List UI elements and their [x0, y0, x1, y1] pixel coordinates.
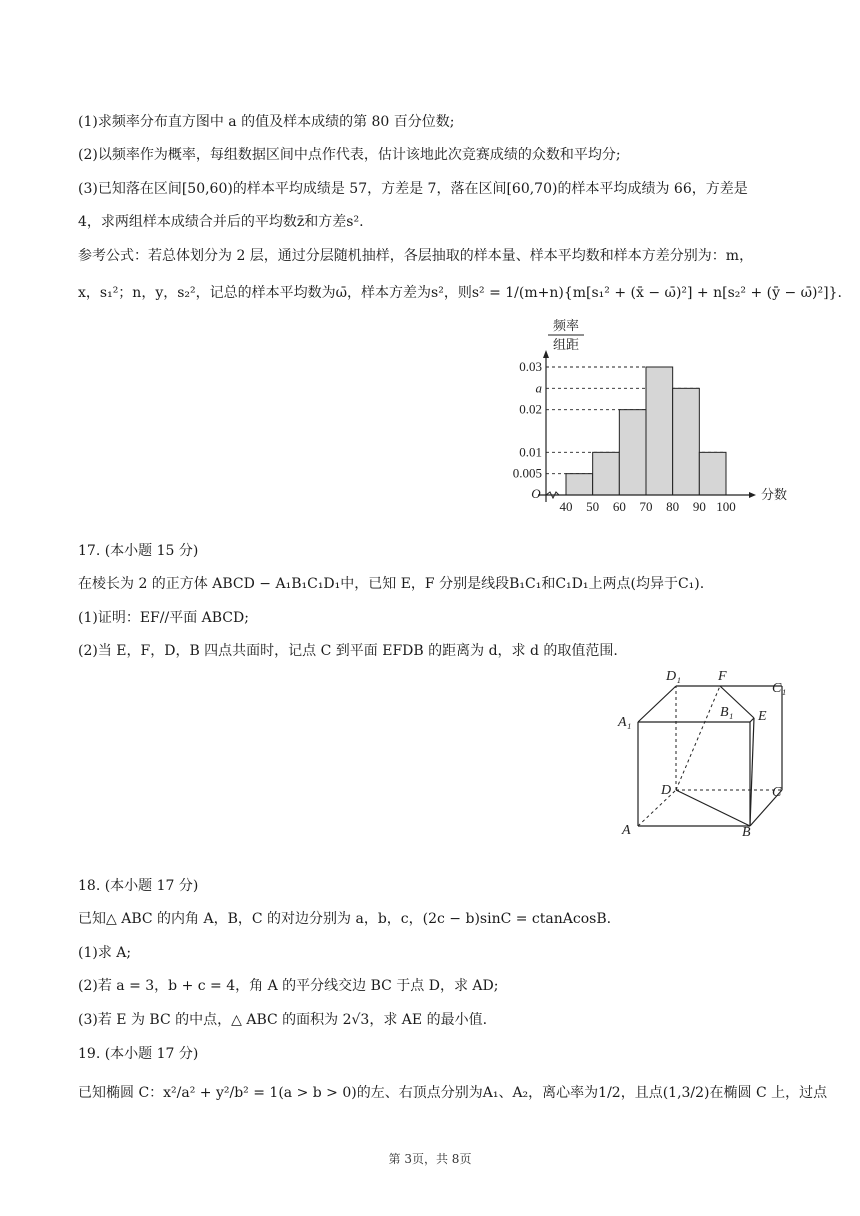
p16-question-1: (1)求频率分布直方图中 a 的值及样本成绩的第 80 百分位数;: [78, 114, 455, 130]
p19-header: 19. (本小题 17 分): [78, 1046, 199, 1062]
p18-question-2: (2)若 a = 3，b + c = 4，角 A 的平分线交边 BC 于点 D，求 AD;: [78, 978, 499, 994]
y-tick-label: 0.03: [519, 359, 542, 374]
p18-question-1: (1)求 A;: [78, 945, 132, 961]
p18-header: 18. (本小题 17 分): [78, 878, 199, 894]
vertex-label-E: E: [758, 709, 767, 724]
y-tick-label: a: [535, 380, 542, 396]
segment-DB: [676, 790, 750, 826]
y-label-bottom: 组距: [552, 337, 580, 352]
y-tick-label: 0.005: [512, 465, 542, 481]
origin-label: O: [531, 486, 541, 501]
histogram-bar: [673, 388, 700, 495]
frequency-histogram: [490, 312, 810, 512]
p18-question-3: (3)若 E 为 BC 的中点，△ ABC 的面积为 2√3，求 AE 的最小值.: [78, 1012, 488, 1028]
vertex-label-C1: C₁: [772, 681, 787, 696]
vertex-label-B1: B₁: [720, 705, 734, 720]
x-tick-label: 60: [612, 499, 626, 512]
vertex-label-F: F: [718, 669, 727, 684]
vertex-label-A1: A₁: [618, 715, 632, 730]
p17-header: 17. (本小题 15 分): [78, 543, 199, 559]
vertex-label-B: B: [742, 825, 751, 840]
x-tick-label: 100: [716, 499, 736, 512]
vertex-label-D: D: [661, 783, 672, 798]
y-axis-arrow: [543, 350, 549, 358]
x-tick-label: 70: [639, 499, 653, 512]
x-tick-label: 50: [586, 499, 600, 512]
p17-question-2: (2)当 E，F，D，B 四点共面时，记点 C 到平面 EFDB 的距离为 d，求 d 的取值范围.: [78, 643, 618, 659]
p17-question-1: (1)证明：EF//平面 ABCD;: [78, 610, 249, 626]
x-tick-label: 90: [692, 499, 706, 512]
x-axis-label: 分数: [760, 487, 788, 502]
vertex-label-C: C: [772, 785, 782, 800]
p16-reference-formula-line1: 参考公式：若总体划分为 2 层，通过分层随机抽样，各层抽取的样本量、样本平均数和样本方差分别为：m，: [78, 248, 754, 264]
p16-question-2: (2)以频率作为概率，每组数据区间中点作代表，估计该地此次竞赛成绩的众数和平均分;: [78, 147, 621, 163]
histogram-bar: [566, 474, 593, 495]
p18-stem: 已知△ ABC 的内角 A，B，C 的对边分别为 a，b，c，(2c − b)sinC = ctanAcosB.: [78, 911, 612, 927]
page-footer: 第 3页，共 8页: [388, 1152, 472, 1166]
p16-reference-formula-line2: x，s₁²；n，y，s₂²，记总的样本平均数为ω̄，样本方差为s²，则s² = 1/(m+n){m[s₁² + (x̄ − ω̄)²] + n[s₂² + (ȳ − ω̄)²]}.: [78, 285, 842, 301]
p19-stem: 已知椭圆 C：x²/a² + y²/b² = 1(a > b > 0)的左、右顶点分别为A₁、A₂，离心率为1/2，且点(1,3/2)在椭圆 C 上，过点: [78, 1085, 828, 1101]
x-tick-label: 40: [559, 499, 573, 512]
edge-A1D1: [638, 686, 676, 722]
hidden-segment-DF: [676, 686, 720, 790]
histogram-bar: [619, 410, 646, 495]
x-axis-arrow: [749, 492, 756, 498]
y-tick-label: 0.01: [519, 444, 542, 460]
vertex-label-A: A: [622, 823, 631, 838]
p16-question-3-line2: 4，求两组样本成绩合并后的平均数z̄和方差s².: [78, 214, 364, 230]
histogram-bar: [699, 452, 726, 495]
y-tick-label: 0.02: [519, 401, 542, 417]
y-label-top: 频率: [552, 318, 580, 333]
vertex-label-D1: D₁: [666, 669, 681, 684]
p17-stem: 在棱长为 2 的正方体 ABCD − A₁B₁C₁D₁中，已知 E，F 分别是线段B₁C₁和C₁D₁上两点(均异于C₁).: [78, 576, 705, 592]
p16-question-3-line1: (3)已知落在区间[50,60)的样本平均成绩是 57，方差是 7，落在区间[60,70)的样本平均成绩为 66，方差是: [78, 181, 748, 197]
cube-diagram: [614, 662, 794, 842]
x-tick-label: 80: [666, 499, 680, 512]
histogram-bar: [646, 367, 673, 495]
histogram-bar: [593, 452, 620, 495]
